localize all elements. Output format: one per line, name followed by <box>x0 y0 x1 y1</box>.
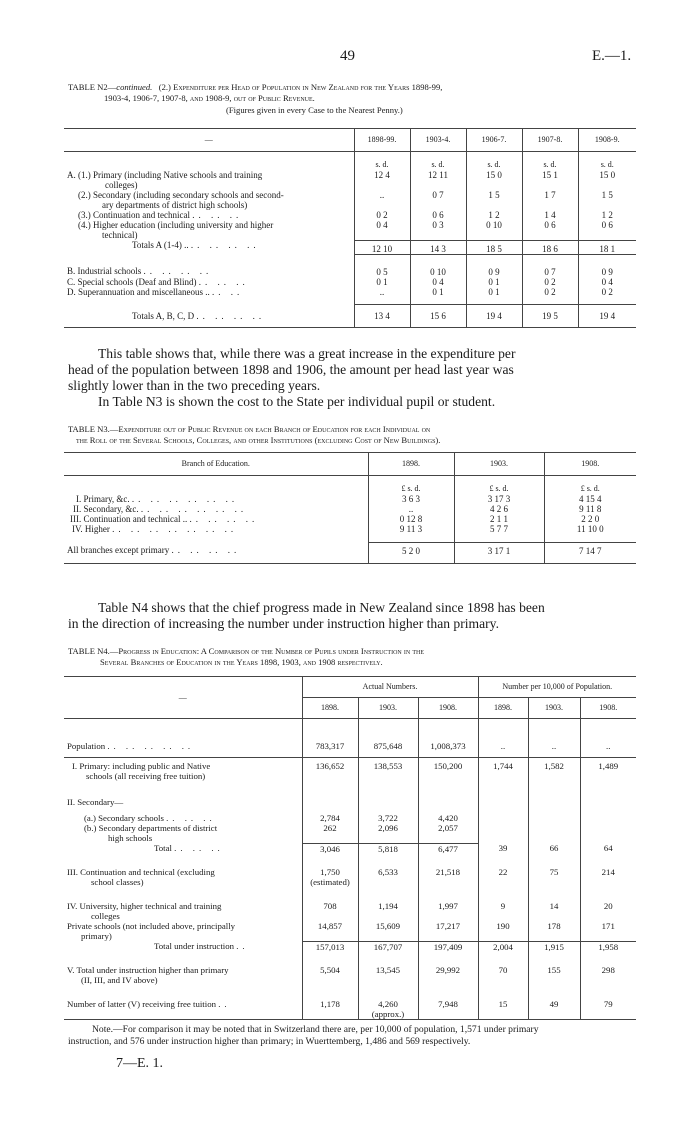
table-cell: 1,750 (estimated) <box>302 867 358 901</box>
table-row <box>64 190 636 210</box>
page-number: 49 <box>340 48 355 64</box>
table-n2-caption-line2: 1903-4, 1906-7, 1907-8, and 1908-9, out of Public Revenue. <box>104 93 315 103</box>
table-cell: 49 <box>528 999 580 1020</box>
table-cell: 3 17 1 <box>454 542 544 564</box>
table-cell: 178 <box>528 921 580 941</box>
table-cell: 1,582 <box>528 758 580 792</box>
table-cell: 157,013 <box>302 941 358 965</box>
table-cell: 0 7 <box>522 254 578 277</box>
table-cell: 20 <box>580 901 636 921</box>
table-cell: 15 1 <box>522 170 578 190</box>
table-cell: 0 10 <box>410 254 466 277</box>
table-total-row <box>64 240 636 254</box>
table-cell: 1 2 <box>466 210 522 220</box>
table-cell: 150,200 <box>418 758 478 792</box>
table-cell: 1,958 <box>580 941 636 965</box>
table-cell: 0 12 8 <box>368 514 454 524</box>
table-row <box>64 999 636 1020</box>
table-cell: 0 9 <box>466 254 522 277</box>
row-label: All branches except primary .. .. .. .. <box>67 545 241 555</box>
table-cell: 5 7 7 <box>454 524 544 542</box>
table-cell: 167,707 <box>358 941 418 965</box>
table-cell: 0 3 <box>410 220 466 240</box>
table-cell: .. <box>354 287 410 305</box>
paragraph-line: Table N4 shows that the chief progress made in New Zealand since 1898 has been <box>98 600 545 615</box>
table-row <box>64 901 636 921</box>
table-n3-year-header: 1903. <box>454 453 544 476</box>
table-cell: 14 <box>528 901 580 921</box>
table-n3-caption: TABLE N3.—Expenditure out of Public Revenue on each Branch of Education for each Individual on <box>68 424 431 434</box>
branch-header: Branch of Education. <box>64 453 368 476</box>
unit-label: s. d. <box>354 152 410 171</box>
table-cell: 66 <box>528 843 580 867</box>
table-row <box>64 823 636 843</box>
row-label: (b.) Secondary departments of district high schools <box>84 823 218 843</box>
table-n3-year-header: 1908. <box>544 453 636 476</box>
table-cell: 3,722 <box>358 813 418 823</box>
table-cell: 0 6 <box>522 220 578 240</box>
table-cell: 18 1 <box>578 240 636 254</box>
table-row <box>64 758 636 792</box>
table-cell: 7 14 7 <box>544 542 636 564</box>
table-n4-caption-line2: Several Branches of Education in the Years 1898, 1903, and 1908 respectively. <box>100 657 383 667</box>
table-cell: 2 2 0 <box>544 514 636 524</box>
table-n3-header <box>64 453 636 476</box>
table-n2-caption-line3: (Figures given in every Case to the Nearest Penny.) <box>226 105 403 115</box>
row-label: Number of latter (V) receiving free tuition .. <box>67 999 231 1009</box>
table-cell: 171 <box>580 921 636 941</box>
row-label: D. Superannuation and miscellaneous .. .. .. <box>67 286 244 297</box>
table-cell: .. <box>528 719 580 758</box>
row-label: II. Secondary— <box>67 797 124 807</box>
table-cell: 708 <box>302 901 358 921</box>
table-cell: 15 6 <box>410 305 466 328</box>
row-label: IV. University, higher technical and training colleges <box>67 901 222 921</box>
table-cell: 155 <box>528 965 580 999</box>
table-cell: 2 1 1 <box>454 514 544 524</box>
table-n3 <box>64 452 636 564</box>
table-cell: 39 <box>478 843 528 867</box>
table-cell: 14 3 <box>410 240 466 254</box>
table-cell: 4,420 <box>418 813 478 823</box>
table-cell: 2,004 <box>478 941 528 965</box>
table-row <box>64 210 636 220</box>
table-cell: 79 <box>580 999 636 1020</box>
row-label: Population .. .. .. .. .. <box>67 741 195 751</box>
row-label: I. Primary, &c. .. .. .. .. .. .. <box>76 494 239 504</box>
table-n4-caption: TABLE N4.—Progress in Education: A Comparison of the Number of Pupils under Instruction in the <box>68 646 425 656</box>
table-n2-year-header: 1908-9. <box>578 129 636 152</box>
row-label: I. Primary: including public and Native schools (all receiving free tuition) <box>64 758 302 792</box>
table-cell: .. <box>478 719 528 758</box>
unit-label: £ s. d. <box>544 476 636 495</box>
table-row <box>64 494 636 504</box>
table-cell: 2,784 <box>302 813 358 823</box>
table-cell: 4 15 4 <box>544 494 636 504</box>
table-cell: 13,545 <box>358 965 418 999</box>
footer-signature: 7—E. 1. <box>116 1056 164 1071</box>
table-n2-year-header: 1903-4. <box>410 129 466 152</box>
row-label: Totals A, B, C, D .. .. .. .. <box>132 310 266 321</box>
table-cell: 19 4 <box>578 305 636 328</box>
table-cell: 2,057 <box>418 823 478 843</box>
table-total-row <box>64 941 636 965</box>
table-cell: 1,997 <box>418 901 478 921</box>
table-total-row <box>64 542 636 564</box>
table-n3-units-row <box>64 476 636 495</box>
table-cell: 6,533 <box>358 867 418 901</box>
table-cell: 0 2 <box>522 287 578 305</box>
table-cell: 1 2 <box>578 210 636 220</box>
table-cell: 1,915 <box>528 941 580 965</box>
table-n3-year-header: 1898. <box>368 453 454 476</box>
unit-label: £ s. d. <box>454 476 544 495</box>
table-cell: .. <box>354 190 410 210</box>
table-cell: 783,317 <box>302 719 358 758</box>
table-n3-caption-line2: the Roll of the Several Schools, Colleges, and other Institutions (excluding Cost of New Buildings). <box>76 435 441 445</box>
table-cell: 19 4 <box>466 305 522 328</box>
table-cell: 14,857 <box>302 921 358 941</box>
table-cell: 5,818 <box>358 843 418 867</box>
table-cell: 15 0 <box>578 170 636 190</box>
table-row <box>64 867 636 901</box>
row-label: Total under instruction .. <box>154 941 249 951</box>
document-reference: E.—1. <box>592 48 632 64</box>
table-total-row <box>64 305 636 328</box>
row-label: V. Total under instruction higher than primary (II, III, and IV above) <box>67 965 229 985</box>
table-cell: 12 11 <box>410 170 466 190</box>
table-n4-year-header: 1898. <box>302 698 358 719</box>
table-cell: 12 10 <box>354 240 410 254</box>
table-cell: 0 10 <box>466 220 522 240</box>
table-cell: 1 4 <box>522 210 578 220</box>
table-cell: 9 <box>478 901 528 921</box>
table-cell: 1 7 <box>522 190 578 210</box>
estimated-note: (estimated) <box>310 877 350 887</box>
row-label: (4.) Higher education (including university and higher technical) <box>78 220 274 240</box>
table-cell: 0 4 <box>410 277 466 287</box>
row-label: B. Industrial schools .. .. .. .. <box>67 266 213 276</box>
row-label: A. (1.) Primary (including Native schools and training colleges) <box>67 170 263 190</box>
table-cell: 3,046 <box>302 843 358 867</box>
table-cell: 3 6 3 <box>368 494 454 504</box>
table-n4-year-header: 1903. <box>358 698 418 719</box>
row-label: Totals A (1-4) .. .. .. .. .. <box>132 240 260 250</box>
table-row <box>64 813 636 823</box>
table-cell: 262 <box>302 823 358 843</box>
row-label: (2.) Secondary (including secondary schools and second- ary departments of district high schools) <box>78 190 284 210</box>
table-n4-group-header <box>64 677 636 698</box>
table-n4-year-header: 1908. <box>580 698 636 719</box>
table-n4-year-header: 1898. <box>478 698 528 719</box>
table-cell: .. <box>368 504 454 514</box>
table-cell: 1,178 <box>302 999 358 1020</box>
table-cell: 190 <box>478 921 528 941</box>
row-label: IV. Higher .. .. .. .. .. .. .. <box>72 524 238 534</box>
table-row <box>64 220 636 240</box>
table-cell: 9 11 8 <box>544 504 636 514</box>
table-row <box>64 719 636 758</box>
table-cell: 4,260 (approx.) <box>358 999 418 1020</box>
table-cell: 75 <box>528 867 580 901</box>
table-cell: 0 2 <box>354 210 410 220</box>
table-n2-caption: TABLE N2—continued. (2.) Expenditure per Head of Population in New Zealand for the Years 1898-99, <box>68 82 443 92</box>
table-cell: 6,477 <box>418 843 478 867</box>
table-cell: 1,744 <box>478 758 528 792</box>
row-label: (a.) Secondary schools .. .. .. <box>84 813 216 823</box>
table-cell: 2,096 <box>358 823 418 843</box>
table-n2-units-row <box>64 152 636 171</box>
table-row <box>64 921 636 941</box>
table-row <box>64 170 636 190</box>
table-cell: 5,504 <box>302 965 358 999</box>
table-cell: 22 <box>478 867 528 901</box>
table-cell: 197,409 <box>418 941 478 965</box>
table-cell: 0 5 <box>354 254 410 277</box>
table-cell: 0 4 <box>354 220 410 240</box>
table-n2 <box>64 128 636 328</box>
footnote-line: Note.—For comparison it may be noted that in Switzerland there are, per 10,000 of population, 1,571 under primary <box>92 1024 539 1035</box>
table-row <box>64 524 636 542</box>
table-total-row <box>64 843 636 867</box>
table-n2-year-header: 1898-99. <box>354 129 410 152</box>
table-cell: 15 <box>478 999 528 1020</box>
table-n4-blank-header: — <box>64 677 302 719</box>
table-cell: 70 <box>478 965 528 999</box>
table-cell: 5 2 0 <box>368 542 454 564</box>
table-cell: 3 17 3 <box>454 494 544 504</box>
table-cell: 1 5 <box>466 190 522 210</box>
table-n4-year-header: 1908. <box>418 698 478 719</box>
row-label: Private schools (not included above, principally primary) <box>67 921 236 941</box>
paragraph-line: in the direction of increasing the number under instruction higher than primary. <box>68 616 499 631</box>
actual-numbers-header: Actual Numbers. <box>302 677 478 698</box>
row-label: (3.) Continuation and technical .. .. .. <box>78 210 243 220</box>
table-cell: 136,652 <box>302 758 358 792</box>
table-cell: 0 7 <box>410 190 466 210</box>
table-cell: 0 1 <box>466 277 522 287</box>
paragraph-line: In Table N3 is shown the cost to the State per individual pupil or student. <box>98 394 496 409</box>
table-cell: 15,609 <box>358 921 418 941</box>
unit-label: s. d. <box>466 152 522 171</box>
table-cell: 12 4 <box>354 170 410 190</box>
table-cell: 138,553 <box>358 758 418 792</box>
per-10000-header: Number per 10,000 of Population. <box>478 677 636 698</box>
unit-label: s. d. <box>522 152 578 171</box>
row-label: II. Secondary, &c. .. .. .. .. .. .. <box>73 504 248 514</box>
paragraph-line: slightly lower than in the two preceding years. <box>68 378 321 393</box>
table-cell: 0 2 <box>522 277 578 287</box>
table-n2-year-header: 1906-7. <box>466 129 522 152</box>
table-cell: 15 0 <box>466 170 522 190</box>
table-cell: 18 6 <box>522 240 578 254</box>
table-cell: 1 5 <box>578 190 636 210</box>
table-cell: 298 <box>580 965 636 999</box>
row-label: III. Continuation and technical (excluding school classes) <box>67 867 215 887</box>
table-cell: 64 <box>580 843 636 867</box>
row-label: Total .. .. .. <box>154 843 224 853</box>
unit-label: s. d. <box>578 152 636 171</box>
row-label: C. Special schools (Deaf and Blind) .. .. .. <box>67 276 249 287</box>
paragraph-line: head of the population between 1898 and 1906, the amount per head last year was <box>68 362 514 377</box>
table-n2-year-header: 1907-8. <box>522 129 578 152</box>
table-cell: 1,194 <box>358 901 418 921</box>
table-row <box>64 514 636 524</box>
table-cell: 0 1 <box>410 287 466 305</box>
table-cell: 29,992 <box>418 965 478 999</box>
approx-note: (approx.) <box>371 1009 405 1019</box>
table-cell: 875,648 <box>358 719 418 758</box>
table-cell: 0 6 <box>410 210 466 220</box>
table-cell: 0 4 <box>578 277 636 287</box>
table-cell: .. <box>580 719 636 758</box>
table-cell: 21,518 <box>418 867 478 901</box>
table-cell: 0 1 <box>354 277 410 287</box>
table-cell: 0 6 <box>578 220 636 240</box>
paragraph-line: This table shows that, while there was a great increase in the expenditure per <box>98 346 516 361</box>
table-cell: 18 5 <box>466 240 522 254</box>
table-row <box>64 277 636 287</box>
table-row <box>64 504 636 514</box>
table-row <box>64 287 636 305</box>
table-cell: 0 2 <box>578 287 636 305</box>
table-cell: 0 9 <box>578 254 636 277</box>
table-row <box>64 791 636 813</box>
table-cell: 9 11 3 <box>368 524 454 542</box>
table-cell: 19 5 <box>522 305 578 328</box>
table-row <box>64 965 636 999</box>
table-cell: 0 1 <box>466 287 522 305</box>
table-cell: 11 10 0 <box>544 524 636 542</box>
table-cell: 7,948 <box>418 999 478 1020</box>
table-cell: 17,217 <box>418 921 478 941</box>
table-n2-blank-header: — <box>64 129 354 152</box>
table-n4-year-header: 1903. <box>528 698 580 719</box>
table-cell: 4 2 6 <box>454 504 544 514</box>
footnote-line: instruction, and 576 under instruction higher than primary; in Wuerttemberg, 1,486 and 569 respectively. <box>68 1036 471 1047</box>
table-n2-header <box>64 129 636 152</box>
table-n4 <box>64 676 636 1020</box>
table-cell: 1,008,373 <box>418 719 478 758</box>
table-cell: 214 <box>580 867 636 901</box>
table-row <box>64 254 636 277</box>
table-cell: 1,489 <box>580 758 636 792</box>
unit-label: £ s. d. <box>368 476 454 495</box>
row-label: III. Continuation and technical .. .. .. .. .. <box>70 514 259 524</box>
table-cell: 13 4 <box>354 305 410 328</box>
unit-label: s. d. <box>410 152 466 171</box>
